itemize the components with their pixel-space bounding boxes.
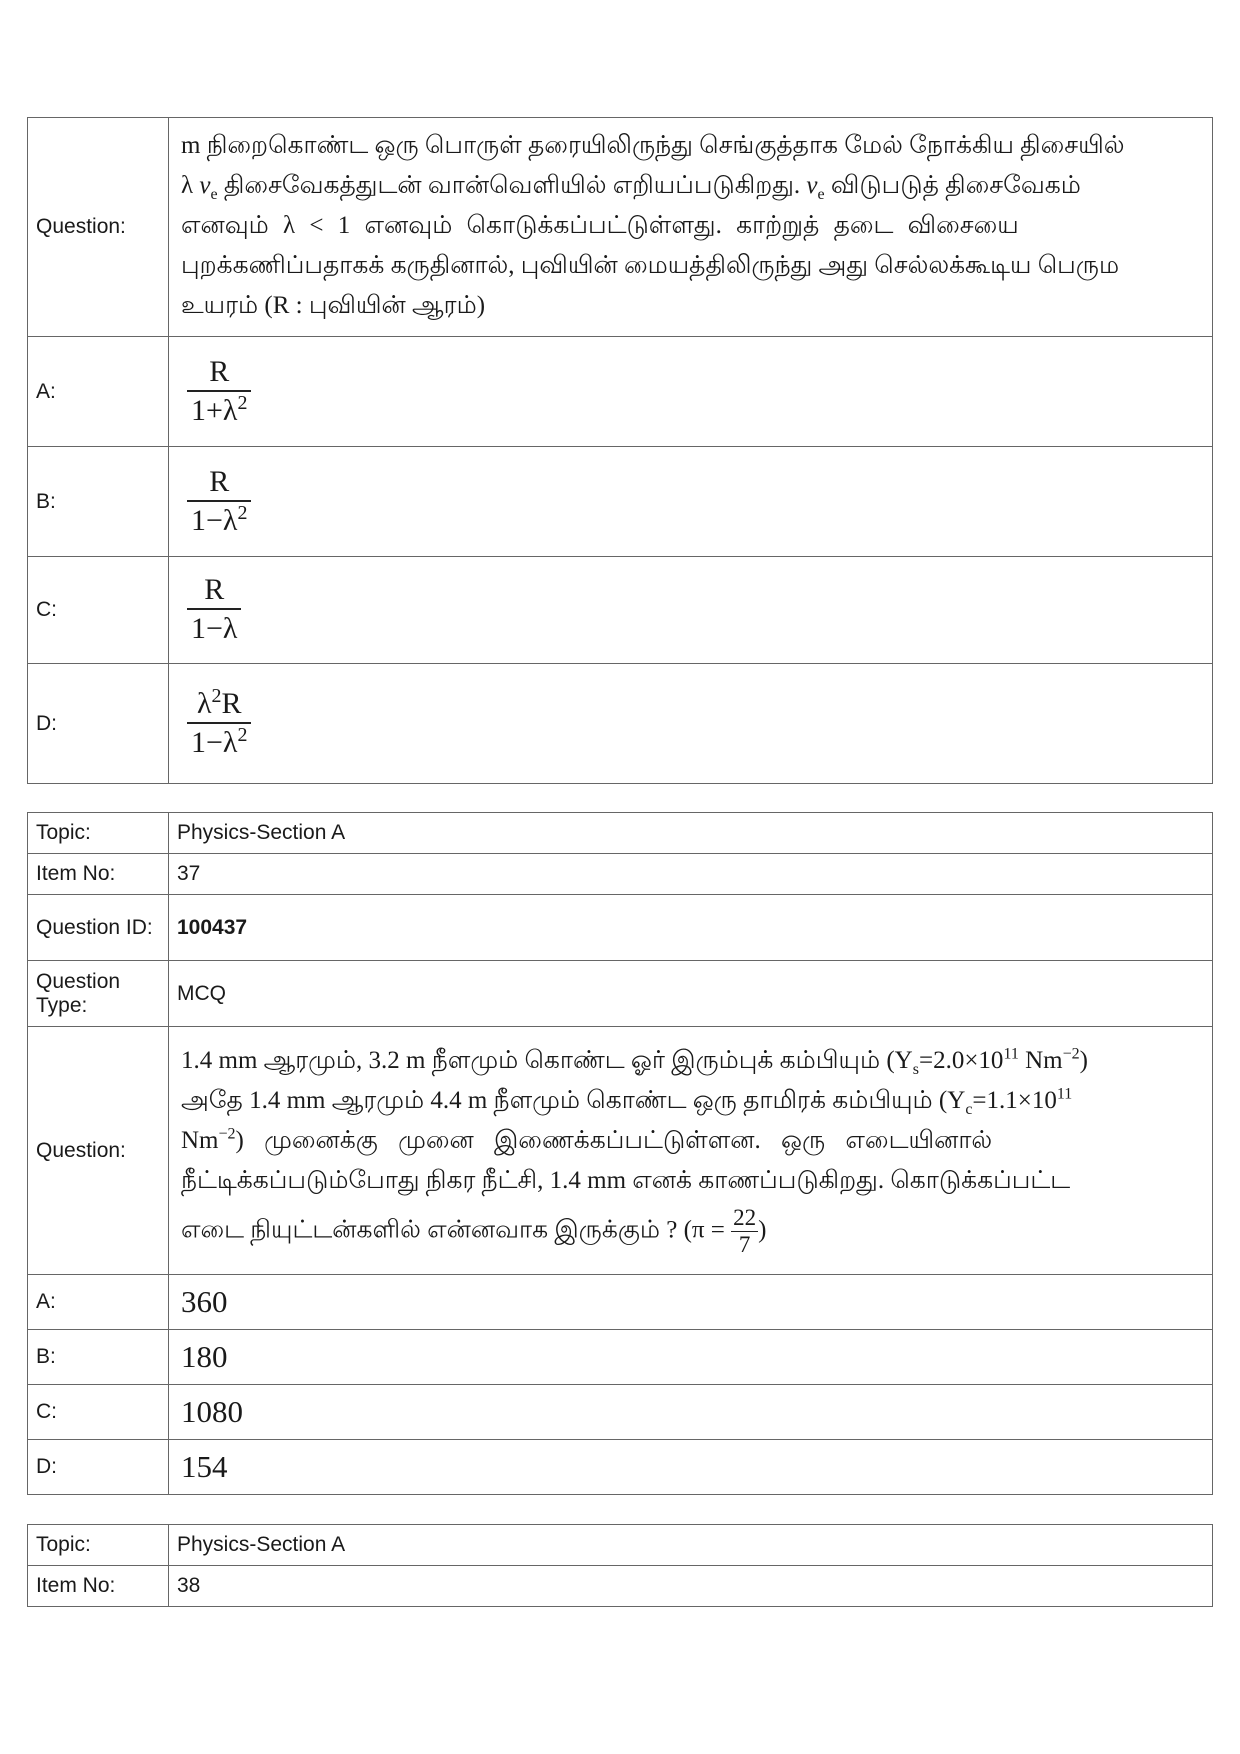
option-row-d [28,664,1213,784]
topic-label: Topic: [28,813,169,854]
pi-fraction: $\frac{22}{7}$ [733,1204,757,1258]
question-line: புறக்கணிப்பதாகக் கருதினால், புவியின் மையத்திலிருந்து அது செல்லக்கூடிய பெரும [181,252,1120,279]
option-row-c [28,557,1213,664]
option-label: B: [28,1330,169,1385]
question-block-36 [27,117,1213,784]
item-row [28,1566,1213,1607]
item-value: 37 [169,854,1213,895]
fraction: $\frac{R}{1+\lambda^2}$ [187,354,251,430]
question-block-38 [27,1524,1213,1607]
option-c-value[interactable]: 1080 [169,1385,1213,1440]
question-line: நீட்டிக்கப்படும்போது நிகர நீட்சி, 1.4 mm எனக் காணப்படுகிறது. கொடுக்கப்பட்ட [181,1166,1071,1194]
question-text-cell [169,1027,1213,1275]
question-type-value: MCQ [169,961,1213,1027]
fraction: $\frac{R}{1-\lambda}$ [187,572,241,648]
option-b-formula[interactable] [169,447,1213,557]
question-line: λ $v_e$ திசைவேகத்துடன் வான்வெளியில் எறியப்படுகிறது. $v_e$ விடுபடுத் திசைவேகம் [181,172,1081,203]
question-id-label: Question ID: [28,895,169,961]
question-line: 1.4 mm ஆரமும், 3.2 m நீளமும் கொண்ட ஓர் இரும்புக் கம்பியும் ($Y_s=2.0\times 10^{11}$ $Nm^{-2}$) [181,1045,1088,1078]
question-row [28,118,1213,337]
topic-row [28,1525,1213,1566]
question-line: உயரம் (R : புவியின் ஆரம்) [181,292,486,319]
fraction: $\frac{\lambda^2R}{1-\lambda^2}$ [187,686,251,762]
question-id-value: 100437 [177,915,248,939]
option-row-b [28,1330,1213,1385]
question-block-37 [27,812,1213,1495]
item-label: Item No: [28,1566,169,1607]
item-label: Item No: [28,854,169,895]
question-label: Question: [28,118,169,337]
option-row-c [28,1385,1213,1440]
topic-row [28,813,1213,854]
question-line: எனவும் λ < 1 எனவும் கொடுக்கப்பட்டுள்ளது. காற்றுத் தடை விசையை [181,212,1019,239]
option-row-d [28,1440,1213,1495]
option-label: C: [28,1385,169,1440]
topic-value: Physics-Section A [169,1525,1213,1566]
option-label: A: [28,337,169,447]
question-row [28,1027,1213,1275]
item-row [28,854,1213,895]
question-line: எடை நியுட்டன்களில் என்னவாக இருக்கும் ? (π = $\frac{22}{7}$ ) [181,1204,767,1258]
option-row-a [28,337,1213,447]
question-text-cell [169,118,1213,337]
option-label: D: [28,664,169,784]
item-value: 38 [169,1566,1213,1607]
question-line: m நிறைகொண்ட ஒரு பொருள் தரையிலிருந்து செங்குத்தாக மேல் நோக்கிய திசையில் [181,132,1125,159]
question-text [169,1033,1212,1269]
option-label: D: [28,1440,169,1495]
question-type-row [28,961,1213,1027]
question-line: $Nm^{-2}$) முனைக்கு முனை இணைக்கப்பட்டுள்ளன. ஒரு எடையினால் [181,1125,993,1154]
fraction: $\frac{R}{1-\lambda^2}$ [187,464,251,540]
option-label: A: [28,1275,169,1330]
option-d-formula[interactable] [169,664,1213,784]
question-line: அதே 1.4 mm ஆரமும் 4.4 m நீளமும் கொண்ட ஒரு தாமிரக் கம்பியும் ($Y_c=1.1\times 10^{11}$ [181,1085,1073,1118]
question-id-row [28,895,1213,961]
option-a-value[interactable]: 360 [169,1275,1213,1330]
option-row-a [28,1275,1213,1330]
option-a-formula[interactable] [169,337,1213,447]
question-text [169,118,1212,336]
question-label: Question: [28,1027,169,1275]
topic-label: Topic: [28,1525,169,1566]
option-label: C: [28,557,169,664]
question-type-label: Question Type: [28,961,169,1027]
option-b-value[interactable]: 180 [169,1330,1213,1385]
topic-value: Physics-Section A [169,813,1213,854]
option-label: B: [28,447,169,557]
option-d-value[interactable]: 154 [169,1440,1213,1495]
option-c-formula[interactable] [169,557,1213,664]
option-row-b [28,447,1213,557]
